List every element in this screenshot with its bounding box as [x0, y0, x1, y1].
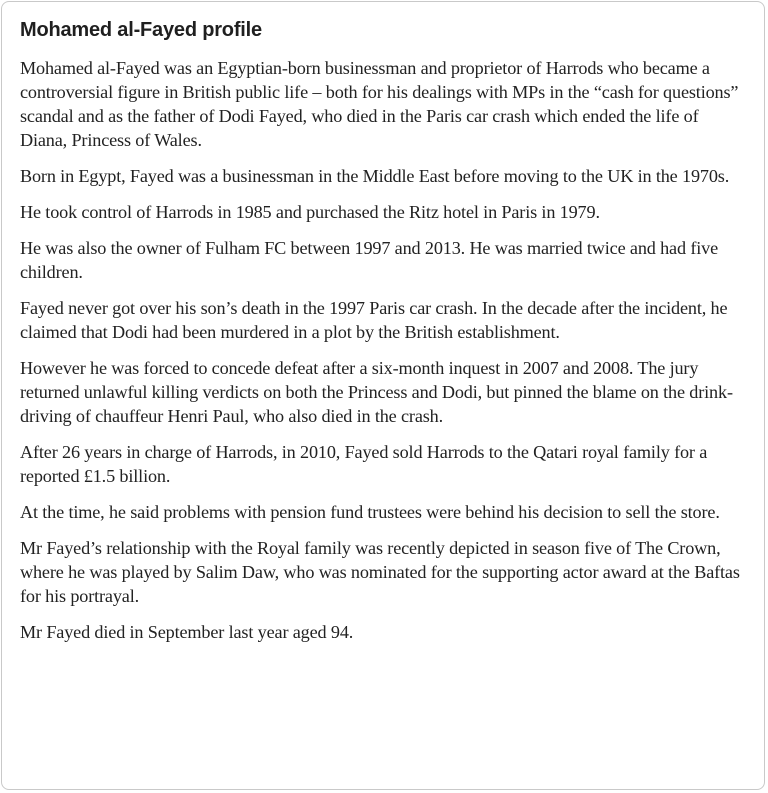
paragraph-harrods-ritz: He took control of Harrods in 1985 and purchased the Ritz hotel in Paris in 1979.: [20, 202, 600, 222]
paragraph-inquest: However he was forced to concede defeat after a six-month inquest in 2007 and 2008. The jury returned unlawful killing verdicts on both the Princess and Dodi, but pinned the blame on the drink-driving of chauffeur Henri Paul, who also died in the crash.: [20, 358, 733, 426]
paragraph-the-crown: Mr Fayed’s relationship with the Royal family was recently depicted in season five of The Crown, where he was played by Salim Daw, who was nominated for the supporting actor award at the Baftas for his portrayal.: [20, 538, 740, 606]
paragraph-intro: Mohamed al-Fayed was an Egyptian-born businessman and proprietor of Harrods who became a controversial figure in British public life – both for his dealings with MPs in the “cash for questions” scandal and as the father of Dodi Fayed, who died in the Paris car crash which ended the life of Diana, Princess of Wales.: [20, 58, 739, 150]
profile-title: Mohamed al-Fayed profile: [20, 19, 262, 41]
paragraph-early-life: Born in Egypt, Fayed was a businessman in the Middle East before moving to the UK in the 1970s.: [20, 166, 730, 186]
paragraph-death: Mr Fayed died in September last year aged 94.: [20, 622, 354, 642]
paragraph-fulham-family: He was also the owner of Fulham FC between 1997 and 2013. He was married twice and had five children.: [20, 238, 718, 282]
paragraph-harrods-sale: After 26 years in charge of Harrods, in 2010, Fayed sold Harrods to the Qatari royal family for a reported £1.5 billion.: [20, 442, 708, 486]
paragraph-son-death: Fayed never got over his son’s death in the 1997 Paris car crash. In the decade after the incident, he claimed that Dodi had been murdered in a plot by the British establishment.: [20, 298, 728, 342]
profile-box: [1, 1, 765, 790]
paragraph-pension-fund: At the time, he said problems with pension fund trustees were behind his decision to sell the store.: [20, 502, 720, 522]
